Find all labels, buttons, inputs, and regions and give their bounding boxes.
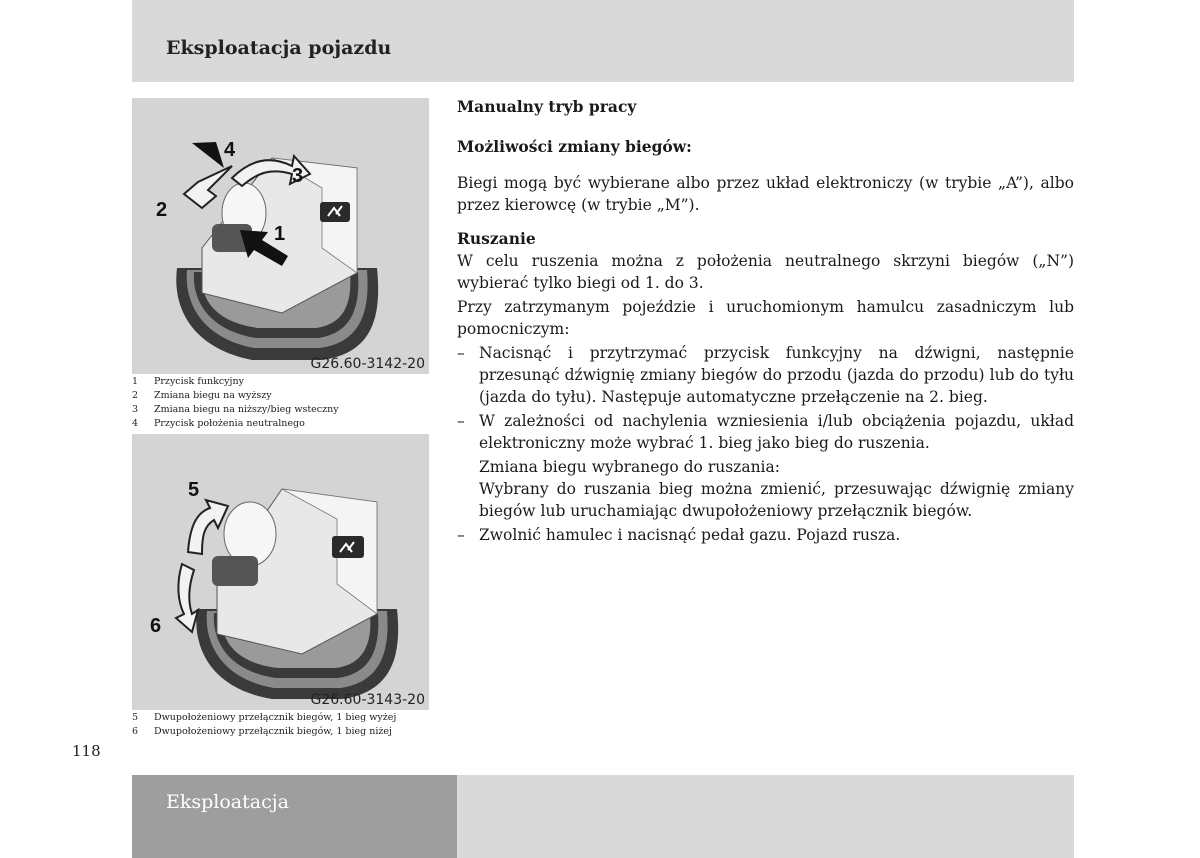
heading-starting: Ruszanie — [457, 229, 536, 248]
legend-item: 3 Zmiana biegu na niższy/bieg wsteczny — [132, 404, 339, 415]
legend-item: 6 Dwupołożeniowy przełącznik biegów, 1 bieg niżej — [132, 726, 392, 737]
figure-code: G26.60-3143-20 — [310, 692, 425, 708]
heading-gear-options: Możliwości zmiany biegów: — [457, 137, 692, 156]
legend-item: 1 Przycisk funkcyjny — [132, 376, 244, 387]
figure-gear-lever-2 — [132, 434, 429, 710]
arrow-5-icon — [188, 500, 228, 554]
footer-bar — [457, 775, 1074, 858]
paragraph-options: Biegi mogą być wybierane albo przez układ elektroniczy (w trybie „A”), albo przez kierowcę (w trybie „M”). — [457, 174, 1074, 214]
main-content — [457, 96, 1074, 546]
callout-3: 3 — [292, 165, 304, 187]
callout-2: 2 — [156, 199, 168, 221]
section-title: Eksploatacja pojazdu — [166, 37, 392, 59]
footer-chapter-tab — [132, 775, 457, 858]
callout-5: 5 — [188, 479, 200, 501]
gear-lever-illustration-2 — [132, 434, 429, 710]
legend-item: 4 Przycisk położenia neutralnego — [132, 418, 305, 429]
figure-code: G26.60-3142-20 — [310, 356, 425, 372]
callout-4: 4 — [224, 139, 236, 161]
figure1-legend — [132, 375, 339, 431]
arrow-6-icon — [176, 564, 198, 632]
paragraph-neutral: W celu ruszenia można z położenia neutralnego skrzyni biegów („N”) wybierać tylko biegi od 1. do 3. — [457, 252, 1074, 292]
sub-text: Wybrany do ruszania bieg można zmienić, przesuwając dźwignię zmiany biegów lub uruchamiając dwupołożeniowy przełącznik biegów. — [479, 480, 1074, 520]
page-number: 118 — [72, 742, 101, 760]
arrow-4-icon — [192, 142, 224, 168]
sub-heading: Zmiana biegu wybranego do ruszania: — [479, 458, 780, 476]
list-item: – W zależności od nachylenia wzniesienia i/lub obciążenia pojazdu, układ elektroniczny może wybrać 1. bieg jako bieg do ruszenia. — [457, 412, 1074, 452]
legend-item: 5 Dwupołożeniowy przełącznik biegów, 1 bieg wyżej — [132, 712, 397, 723]
callout-6: 6 — [150, 615, 162, 637]
gear-lever-illustration-1 — [132, 98, 429, 374]
list-item: – Nacisnąć i przytrzymać przycisk funkcyjny na dźwigni, następnie przesunąć dźwignię zmiany biegów do przodu (jazda do przodu) lub do tyłu (jazda do tyłu). Następuje automatyczne przełączenie na 2. bieg. — [457, 344, 1074, 406]
legend-item: 2 Zmiana biegu na wyższy — [132, 390, 272, 401]
heading-manual-mode: Manualny tryb pracy — [457, 97, 637, 116]
paragraph-stopped: Przy zatrzymanym pojeździe i uruchomionym hamulcu zasadniczym lub pomocniczym: — [457, 298, 1074, 338]
list-item: – Zwolnić hamulec i nacisnąć pedał gazu. Pojazd rusza. — [457, 526, 901, 544]
chapter-title: Eksploatacja — [166, 791, 289, 813]
callout-1: 1 — [274, 223, 286, 245]
figure2-legend — [132, 711, 396, 739]
figure-gear-lever-1 — [132, 98, 429, 374]
page-header — [132, 0, 1074, 82]
